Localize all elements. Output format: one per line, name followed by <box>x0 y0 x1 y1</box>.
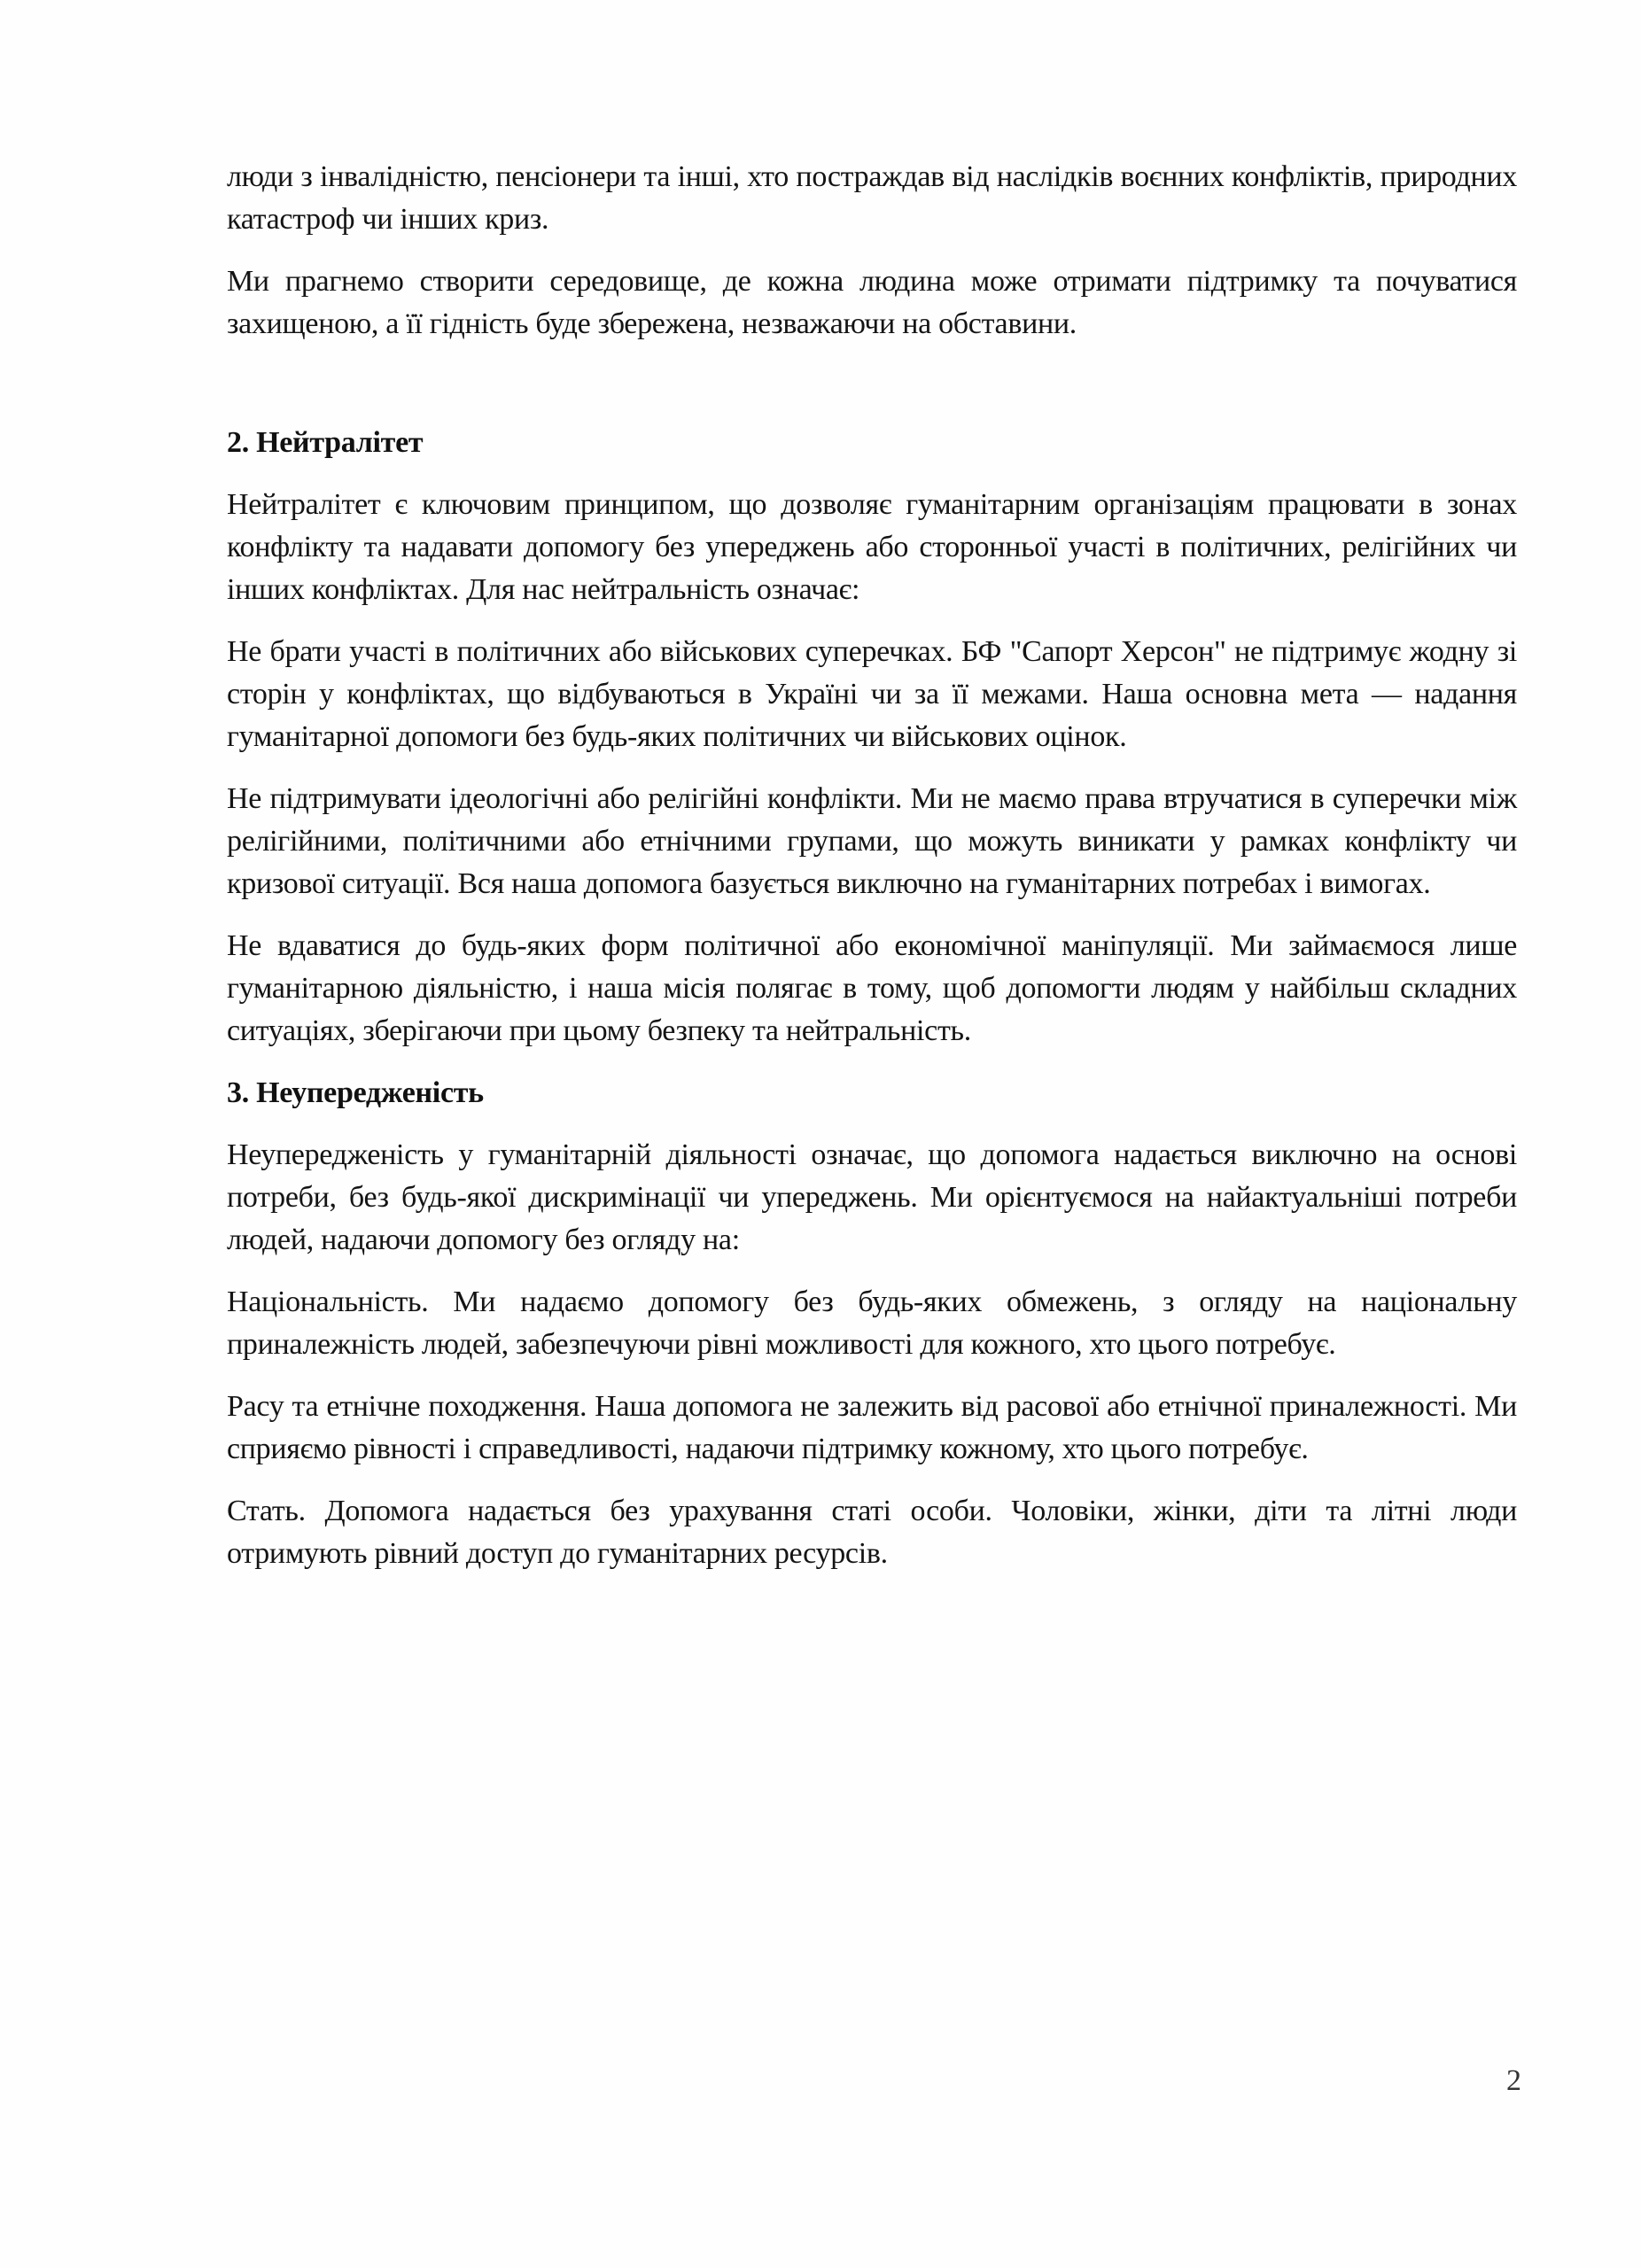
section-heading-impartiality: 3. Неупередженість <box>227 1076 484 1109</box>
section-neutrality <box>227 422 1517 1052</box>
page-number: 2 <box>1506 2064 1521 2097</box>
impartiality-point-race: Расу та етнічне походження. Наша допомога не залежить від расової або етнічної приналежності. Ми сприяємо рівності і справедливості, надаючи підтримку кожному, хто цього потребує. <box>227 1390 1517 1465</box>
page-content <box>227 156 1517 1595</box>
neutrality-intro-paragraph: Нейтралітет є ключовим принципом, що дозволяє гуманітарним організаціям працювати в зонах конфлікту та надавати допомогу без упереджень або сторонньої участі в політичних, релігійних чи інших конфліктах. Для нас нейтральність означає: <box>227 488 1517 606</box>
section-heading-neutrality: 2. Нейтралітет <box>227 426 424 459</box>
section-impartiality <box>227 1072 1517 1575</box>
neutrality-point-manipulation: Не вдаватися до будь-яких форм політичної або економічної маніпуляції. Ми займаємося лише гуманітарною діяльністю, і наша місія полягає в тому, щоб допомогти людям у найбільш складних ситуаціях, зберігаючи при цьому безпеку та нейтральність. <box>227 929 1517 1047</box>
impartiality-intro-paragraph: Неупередженість у гуманітарній діяльності означає, що допомога надається виключно на основі потреби, без будь-якої дискримінації чи упереджень. Ми орієнтуємося на найактуальніші потреби людей, надаючи допомогу без огляду на: <box>227 1138 1517 1256</box>
impartiality-point-nationality: Національність. Ми надаємо допомогу без будь-яких обмежень, з огляду на національну приналежність людей, забезпечуючи рівні можливості для кожного, хто цього потребує. <box>227 1285 1517 1361</box>
spacer <box>227 365 1517 422</box>
neutrality-point-ideology: Не підтримувати ідеологічні або релігійні конфлікти. Ми не маємо права втручатися в суперечки між релігійними, політичними або етнічними групами, що можуть виникати у рамках конфлікту чи кризової ситуації. Вся наша допомога базується виключно на гуманітарних потребах і вимогах. <box>227 782 1517 900</box>
neutrality-point-politics: Не брати участі в політичних або військових суперечках. БФ "Сапорт Херсон" не підтримує жодну зі сторін у конфліктах, що відбуваються в Україні чи за її межами. Наша основна мета — надання гуманітарної допомоги без будь-яких політичних чи військових оцінок. <box>227 635 1517 753</box>
intro-paragraph-1: люди з інвалідністю, пенсіонери та інші, хто постраждав від наслідків воєнних конфліктів, природних катастроф чи інших криз. <box>227 160 1517 236</box>
impartiality-point-gender: Стать. Допомога надається без урахування статі особи. Чоловіки, жінки, діти та літні люди отримують рівний доступ до гуманітарних ресурсів. <box>227 1495 1517 1570</box>
intro-paragraph-2: Ми прагнемо створити середовище, де кожна людина може отримати підтримку та почуватися захищеною, а її гідність буде збережена, незважаючи на обставини. <box>227 265 1517 340</box>
